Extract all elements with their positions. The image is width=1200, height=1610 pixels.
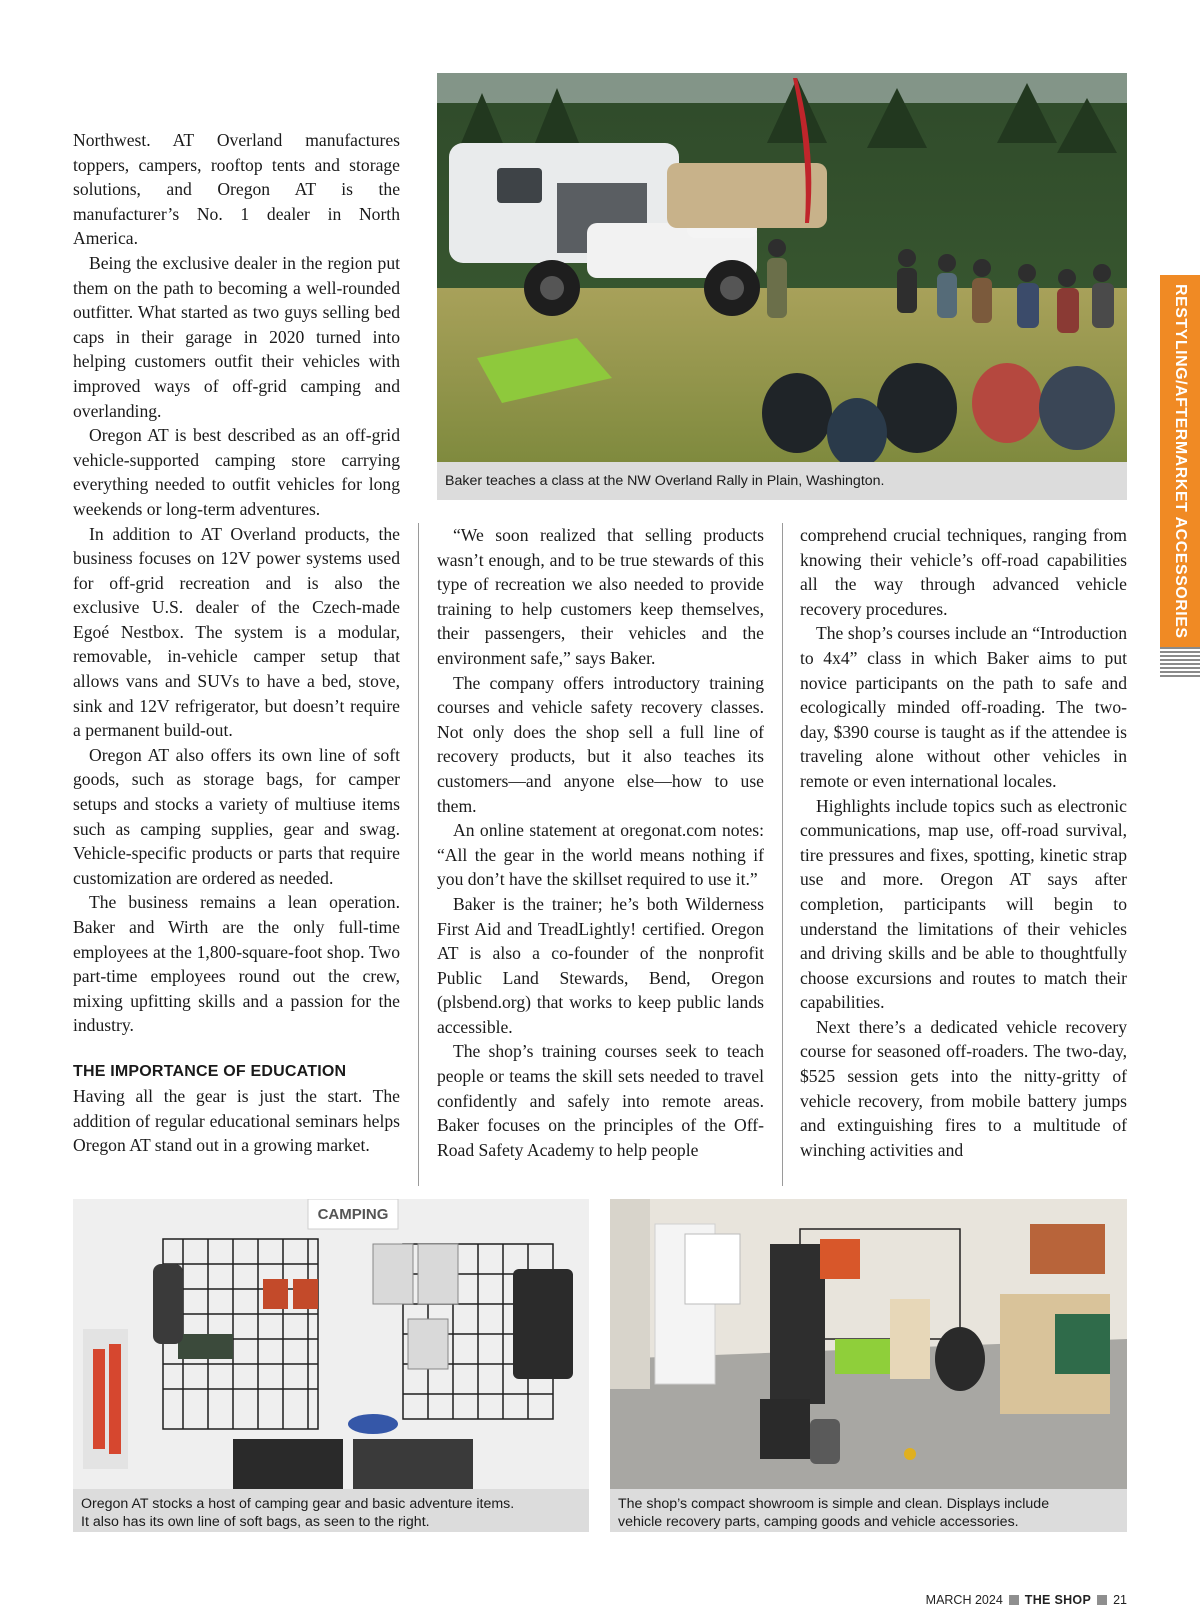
top-photo-caption: Baker teaches a class at the NW Overland Rally in Plain, Washington. xyxy=(437,462,1127,500)
bottom-right-caption-line: vehicle recovery parts, camping goods and vehicle accessories. xyxy=(618,1514,1019,1530)
right-paragraph: Next there’s a dedicated vehicle recovery course for seasoned off-roaders. The two-day, $525 session gets into the nitty-gritty of vehicle recovery, from mobile battery jumps and extinguishing fires to a multitude of winching activities and xyxy=(800,1016,1127,1160)
left-paragraph: Northwest. AT Overland manufactures toppers, campers, rooftop tents and storage solutions, and Oregon AT is the manufacturer’s No. 1 dealer in North America. xyxy=(73,130,400,249)
middle-paragraph: The company offers introductory training courses and vehicle safety recovery classes. Not only does the shop sell a full line of recovery products, but it also teaches its customers—and anyone else—how to use them. xyxy=(437,672,764,816)
page-footer xyxy=(926,1590,1127,1610)
left-paragraph: Being the exclusive dealer in the region put them on the path to becoming a well-rounded outfitter. What started as two guys selling bed caps in their garage in 2020 turned into helping customers outfit their vehicles with improved ways of off-grid camping and overlanding. xyxy=(73,252,400,421)
left-paragraph: The business remains a lean operation. Baker and Wirth are the only full-time employees at the 1,800-square-foot shop. Two part-time employees round out the crew, mixing upfitting skills and a passion for the industry. xyxy=(73,892,400,1036)
section-tab-stripes xyxy=(1160,647,1200,677)
section-tab xyxy=(1160,275,1200,647)
right-paragraph: comprehend crucial techniques, ranging from knowing their vehicle’s off-road capabilities all the way through advanced vehicle recovery procedures. xyxy=(800,525,1127,619)
camping-wall-illustration xyxy=(73,1199,589,1489)
page-number: 21 xyxy=(1113,1593,1127,1607)
photo-camping-wall xyxy=(73,1199,589,1489)
left-paragraph: In addition to AT Overland products, the business focuses on 12V power systems used for off-grid recreation and is also the exclusive U.S. dealer of the Czech-made Egoé Nestbox. The system is a modular, removable, in-vehicle camper setup that allows vans and SUVs to have a bed, stove, sink and 12V refrigerator, but doesn’t require a permanent build-out. xyxy=(73,523,400,741)
showroom-illustration xyxy=(610,1199,1127,1489)
left-column xyxy=(73,128,400,1158)
photo-showroom xyxy=(610,1199,1127,1489)
column-divider-left xyxy=(418,523,419,1186)
right-paragraph: The shop’s courses include an “Introduction to 4x4” class in which Baker aims to put novice participants on the path to safe and ecologically minded off-roading. The two-day, $390 course is taught as if the attendee is traveling alone without other vehicles in remote or even international locales. xyxy=(800,623,1127,791)
left-paragraph: Oregon AT is best described as an off-grid vehicle-supported camping store carrying everything needed to outfit vehicles for long weekends or long-term adventures. xyxy=(73,425,400,519)
rally-photo-illustration xyxy=(437,73,1127,462)
camping-sign-text: CAMPING xyxy=(317,1206,389,1223)
right-paragraph: Highlights include topics such as electronic communications, map use, off-road survival, tire pressures and fixes, spotting, kinetic strap use and more. Oregon AT says after completion, participants will begin to understand the limitations of their vehicles and driving skills and be able to thoughtfully choose excursions and routes to match their capabilities. xyxy=(800,795,1127,1013)
right-column xyxy=(800,523,1127,1162)
footer-issue: MARCH 2024 xyxy=(925,1593,1003,1607)
middle-paragraph: The shop’s training courses seek to teach people or teams the skill sets needed to travel confidently and safely into remote areas. Baker focuses on the principles of the Off-Road Safety Academy to help people xyxy=(437,1041,764,1160)
bottom-right-caption xyxy=(610,1489,1127,1532)
footer-magazine: THE SHOP xyxy=(1024,1593,1092,1607)
bottom-left-caption xyxy=(73,1489,589,1532)
left-paragraph: Having all the gear is just the start. The addition of regular educational seminars helps Oregon AT stand out in a growing market. xyxy=(73,1085,400,1156)
photo-overland-rally-class xyxy=(437,73,1127,462)
left-paragraph: Oregon AT also offers its own line of soft goods, such as storage bags, for camper setups and stocks a variety of multiuse items such as camping supplies, gear and swag. Vehicle-specific products or parts that require customization are ordered as needed. xyxy=(73,744,400,888)
middle-paragraph: Baker is the trainer; he’s both Wilderness First Aid and TreadLightly! certified. Oregon AT is also a co-founder of the nonprofit Public Land Stewards, Bend, Oregon (plsbend.org) that works to keep public lands accessible. xyxy=(437,893,764,1037)
bottom-left-caption-line: It also has its own line of soft bags, as seen to the right. xyxy=(81,1514,430,1530)
middle-paragraph: An online statement at oregonat.com notes: “All the gear in the world means nothing if you don’t have the skillset required to use it.” xyxy=(437,820,764,890)
column-divider-right xyxy=(782,523,783,1186)
bottom-left-caption-line: Oregon AT stocks a host of camping gear and basic adventure items. xyxy=(81,1496,515,1512)
section-tab-label: RESTYLING/AFTERMARKET ACCESSORIES xyxy=(1172,283,1189,639)
middle-column xyxy=(437,523,764,1162)
middle-paragraph: “We soon realized that selling products wasn’t enough, and to be true stewards of this type of recreation we also needed to provide training to help customers keep themselves, their passengers, their vehicles and the environment safe,” says Baker. xyxy=(437,525,764,668)
bottom-right-caption-line: The shop’s compact showroom is simple and clean. Displays include xyxy=(618,1496,1050,1512)
section-subhead: THE IMPORTANCE OF EDUCATION xyxy=(73,1062,347,1080)
